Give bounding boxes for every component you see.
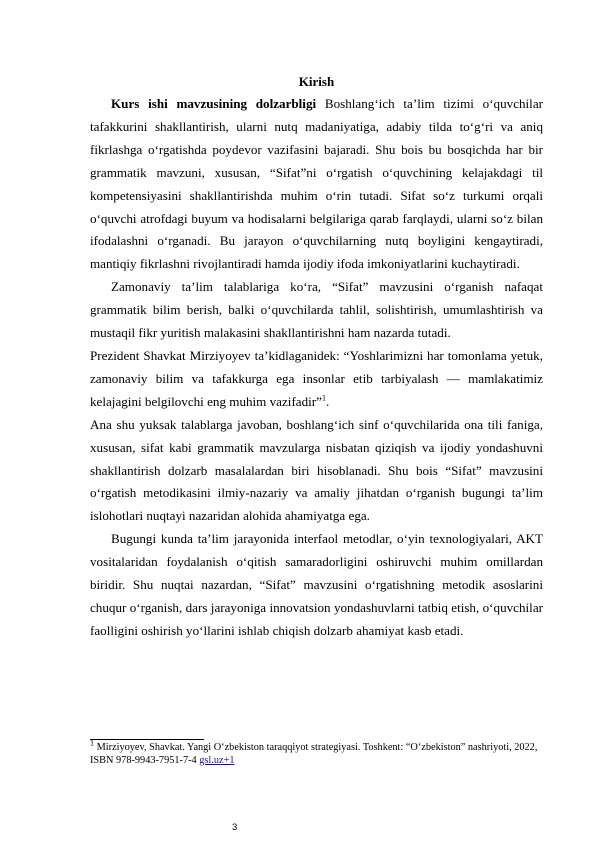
section-title: Kirish xyxy=(298,74,335,89)
main-text xyxy=(90,71,543,643)
quote-end: . xyxy=(325,393,330,409)
quote-text: Prezident Shavkat Mirziyoyev ta’kidlaganidek: “Yoshlarimizni har tomonlama yetuk, zamonaviy bilim va tafakkurga ega insonlar etib tarbiyalash — mamlakatimiz kelajagini belgilovchi eng muhim vazifadir” xyxy=(90,347,543,409)
paragraph-president-quote xyxy=(90,345,543,414)
paragraph-modern-requirements: Zamonaviy ta’lim talablariga ko‘ra, “Sifat” mavzusini o‘rganish nafaqat grammatik bilim berish, balki o‘quvchilarda tahlil, solishtirish, umumlashtirish va mustaqil fikr yuritish malakasini shakllantirishni ham nazarda tutadi. xyxy=(90,279,543,341)
page-number: 3 xyxy=(232,822,238,833)
footnote-mark: 1 xyxy=(90,738,94,748)
footnote xyxy=(90,738,543,767)
footnote-link[interactable]: gsl.uz+1 xyxy=(199,755,235,766)
footnote-divider xyxy=(90,739,204,740)
relevance-text: Boshlang‘ich ta’lim tizimi o‘quvchilar tafakkurini shakllantirish, ularni nutq madaniyatiga, adabiy tilda to‘g‘ri va aniq fikrlashga o‘rgatishda poydevor vazifasini bajaradi. Shu bois bu bosqichda har bir grammatik mavzuni, xususan, “Sifat”ni o‘rgatish o‘quvchining kelajakdagi til kompetensiyasini shakllantirishda muhim o‘rin tutadi. Sifat so‘z turkumi orqali o‘quvchi atrofdagi buyum va hodisalarni belgilariga qarab farqlaydi, ularni so‘z bilan ifodalashni o‘rganadi. Bu jarayon o‘quvchilarning nutq boyligini kengaytiradi, mantiqiy fikrlashni rivojlantiradi hamda ijodiy ifoda imkoniyatlarini kuchaytiradi. xyxy=(90,96,543,272)
relevance-heading: Kurs ishi mavzusining dolzarbligi xyxy=(111,96,317,111)
paragraph-interest: Ana shu yuksak talablarga javoban, boshlang‘ich sinf o‘quvchilarida ona tili faniga, xususan, sifat kabi grammatik mavzularga nisbatan qiziqish va ijodiy yondashuvni shakllantirish dolzarb masalalardan biri hisoblanadi. Shu bois “Sifat” mavzusini o‘rgatish metodikasini ilmiy-nazariy va amaliy jihatdan o‘rganish bugungi ta’lim islohotlari nuqtayi nazaridan alohida ahamiyatga ega. xyxy=(90,416,543,524)
footnote-reference[interactable]: 1 xyxy=(321,393,326,403)
footnote-text: Mirziyoyev, Shavkat. Yangi O‘zbekiston taraqqiyot strategiyasi. Toshkent: “O‘zbekiston” nashriyoti, 2022, ISBN 978-9943-7951-7-4 xyxy=(90,742,538,766)
paragraph-methods: Bugungi kunda ta’lim jarayonida interfaol metodlar, o‘yin texnologiyalari, AKT vositalaridan foydalanish o‘qitish samaradorligini oshiruvchi muhim omillardan biridir. Shu nuqtai nazardan, “Sifat” mavzusini o‘rgatishning metodik asoslarini chuqur o‘rganish, dars jarayoniga innovatsion yondashuvlarni tatbiq etish, o‘quvchilar faolligini oshirish yo‘llarini ishlab chiqish dolzarb ahamiyat kasb etadi. xyxy=(90,531,543,638)
paragraph-relevance xyxy=(90,93,543,276)
